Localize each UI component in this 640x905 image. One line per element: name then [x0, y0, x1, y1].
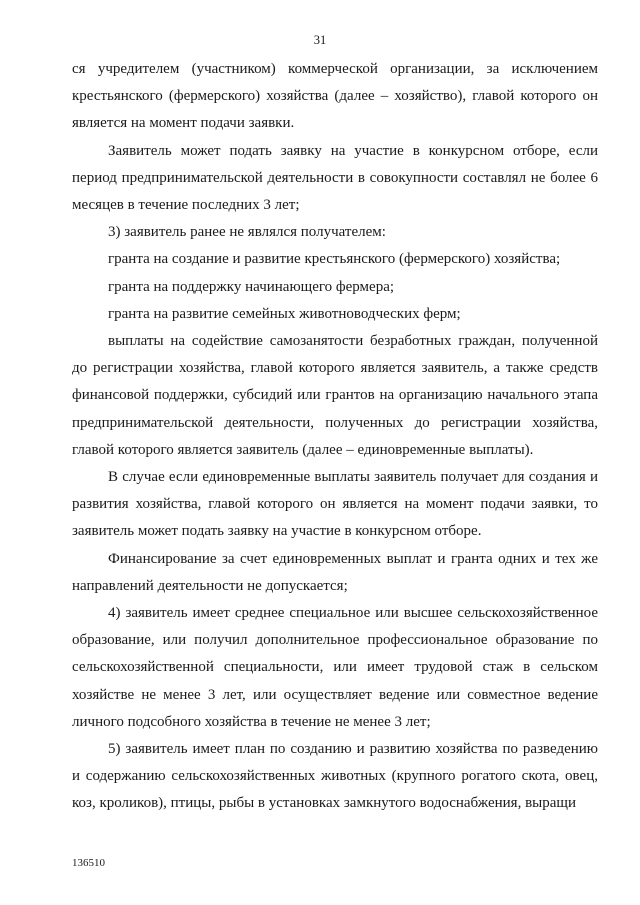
document-body — [72, 56, 598, 818]
text-line: 3) заявитель ранее не являлся получателем: — [108, 224, 386, 241]
paragraph-subitem — [72, 246, 598, 273]
paragraph-subitem — [72, 301, 598, 328]
text-line: Финансирование за счет единовременных выплат и гранта одних и тех же — [108, 550, 598, 567]
text-line: образование, или получил дополнительное профессиональное образование по — [72, 632, 598, 649]
text-line: ляется на момент подачи заявки. — [85, 115, 295, 132]
text-line: стьянского (фермерского) хозяйства (далее – хозяйство), главой которого он яв — [72, 88, 598, 132]
text-line: гранта на создание и развитие крестьянского (фермерского) хозяйства; — [108, 251, 561, 268]
text-line: зяйстве не менее 3 лет, или осуществляет ведение или совместное ведение лич — [72, 686, 598, 730]
text-line: В случае если единовременные выплаты заявитель получает для создания — [108, 469, 586, 486]
paragraph — [72, 546, 598, 600]
text-line: месяцев в течение последних 3 лет; — [72, 197, 300, 214]
text-line: заявитель может подать заявку на участие в конкурсном отборе. — [72, 523, 482, 540]
paragraph-item-4 — [72, 600, 598, 736]
text-line: гранта на развитие семейных животноводческих ферм; — [108, 305, 461, 322]
paragraph-item-5 — [72, 736, 598, 818]
text-line: выплаты на содействие самозанятости безработных граждан, полученной — [108, 333, 598, 350]
paragraph — [72, 464, 598, 546]
text-line: 4) заявитель имеет среднее специальное или высшее сельскохозяйственное — [108, 605, 598, 622]
text-line: риод предпринимательской деятельности в совокупности составлял не более 6 — [86, 169, 598, 186]
text-line: ного подсобного хозяйства в течение не менее 3 лет; — [95, 713, 431, 730]
text-line: и развития хозяйства, главой которого он является на момент подачи заявки, то — [72, 469, 599, 513]
text-line: финансовой поддержки, субсидий или грантов на организацию начального этапа — [72, 387, 598, 404]
paragraph-subitem — [72, 274, 598, 301]
text-line: 5) заявитель имеет план по созданию и развитию хозяйства по разведению — [108, 741, 598, 758]
page-number: 31 — [313, 33, 327, 47]
paragraph-subitem — [72, 328, 598, 464]
text-line: предпринимательской деятельности, полученных до регистрации хозяйства, гла — [72, 414, 598, 458]
text-line: гранта на поддержку начинающего фермера; — [108, 278, 395, 295]
paragraph-continuation — [72, 56, 598, 138]
text-line: до регистрации хозяйства, главой которого является заявитель, а также средств — [72, 360, 598, 377]
text-line: коз, кроликов), птицы, рыбы в установках замкнутого водоснабжения, выращи — [72, 795, 576, 812]
paragraph — [72, 138, 598, 220]
text-line: направлений деятельности не допускается; — [72, 577, 348, 594]
paragraph-item-3 — [72, 219, 598, 246]
text-line: вой которого является заявитель (далее – единовременные выплаты). — [91, 441, 534, 458]
text-line: и содержанию сельскохозяйственных животных (крупного рогатого скота, овец, — [72, 768, 598, 785]
text-line: ся учредителем (участником) коммерческой организации, за исключением кре — [72, 61, 598, 105]
text-line: сельскохозяйственной специальности, или имеет трудовой стаж в сельском хо — [72, 659, 598, 703]
document-code: 136510 — [72, 857, 105, 869]
text-line: Заявитель может подать заявку на участие в конкурсном отборе, если пе — [72, 142, 598, 186]
